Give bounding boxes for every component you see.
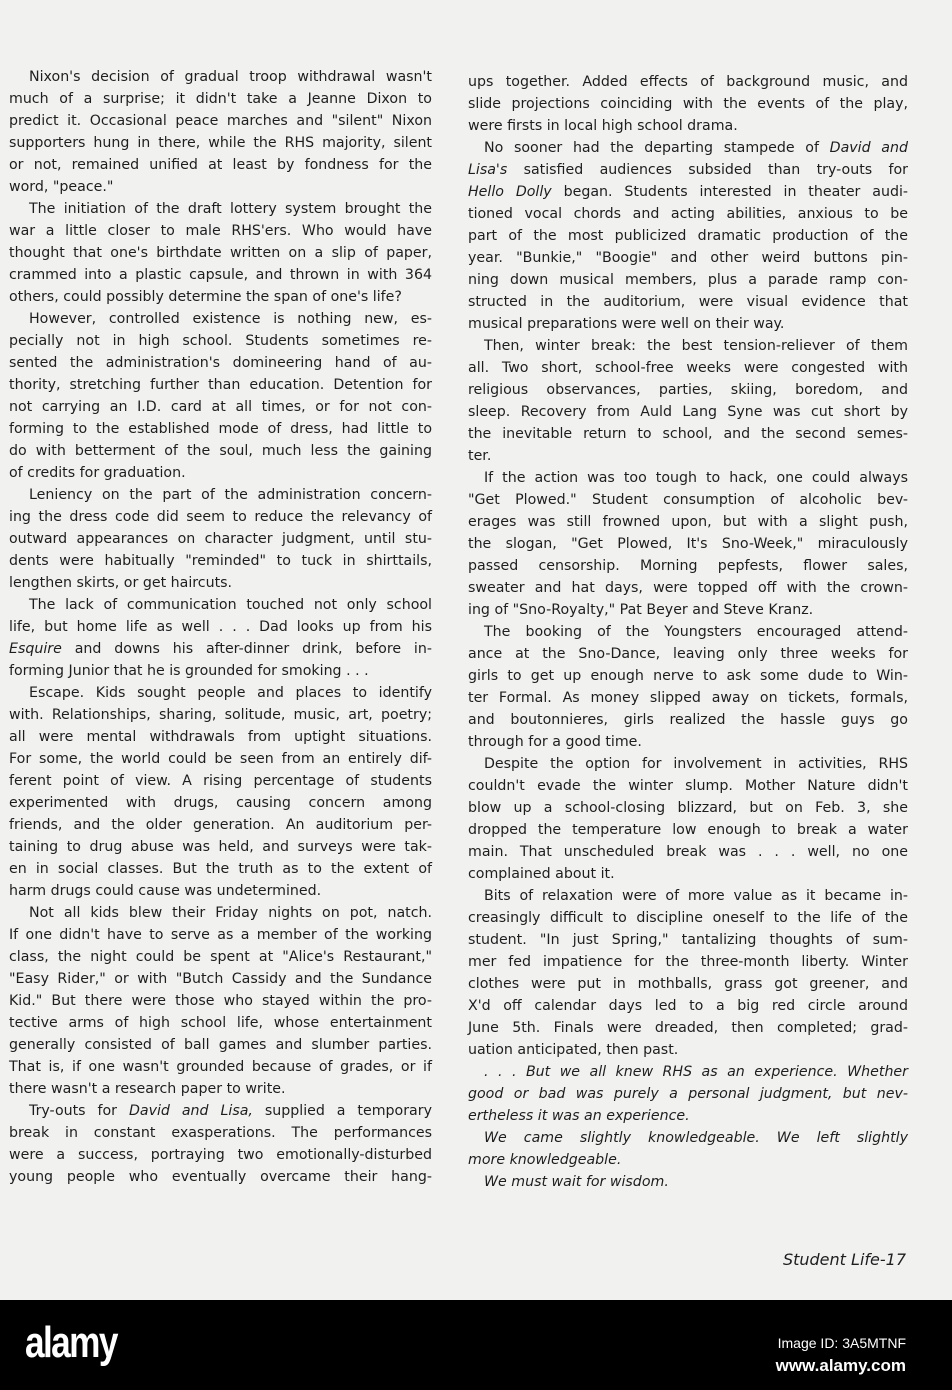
paragraph (9, 308, 432, 484)
text-line: No sooner had the departing stampede of David and (484, 140, 908, 156)
text-line: ter Formal. As money slipped away on tickets, formals, (468, 690, 908, 706)
text-line: en in social classes. But the truth as to the extent of (9, 861, 432, 877)
text-line: tioned vocal chords and acting abilities, anxious to be (468, 206, 908, 222)
text-line: forming Junior that he is grounded for smoking . . . (9, 663, 369, 679)
text-line: all were mental withdrawals from uptight situations. (9, 729, 432, 745)
text-line: taining to drug abuse was held, and surveys were tak- (9, 839, 432, 855)
article-column-left (9, 66, 432, 1188)
text-line: of credits for graduation. (9, 465, 186, 481)
text-line: with. Relationships, sharing, solitude, music, art, poetry; (9, 707, 432, 723)
text-line: Lisa's satisfied audiences subsided than try-outs for (468, 162, 908, 178)
paragraph (9, 1100, 432, 1188)
text-line: all. Two short, school-free weeks were congested with (468, 360, 908, 376)
italic-title: Esquire (9, 641, 62, 657)
paragraph (9, 484, 432, 594)
text-line: blow up a school-closing blizzard, but on Feb. 3, she (468, 800, 908, 816)
paragraph (468, 137, 908, 335)
text-line: . . . But we all knew RHS as an experience. Whether (484, 1064, 908, 1080)
text-line: young people who eventually overcame their hang- (9, 1169, 432, 1185)
paragraph (468, 885, 908, 1061)
text-line: pecially not in high school. Students sometimes re- (9, 333, 432, 349)
text-line: Bits of relaxation were of more value as it became in- (484, 888, 908, 904)
text-line: Hello Dolly began. Students interested in theater audi- (468, 184, 909, 200)
text-line: erages was still frowned upon, but with a slight push, (468, 514, 908, 530)
text-line: dents were habitually "reminded" to tuck in shirttails, (9, 553, 432, 569)
article-column-right (468, 71, 908, 1193)
text-line: musical preparations were well on their way. (468, 316, 785, 332)
text-line: X'd off calendar days led to a big red circle around (468, 998, 908, 1014)
text-line: "Get Plowed." Student consumption of alcoholic bev- (468, 492, 908, 508)
text-line: Not all kids blew their Friday nights on pot, natch. (29, 905, 432, 921)
watermark-url[interactable]: www.alamy.com (775, 1356, 906, 1375)
text-line: life, but home life as well . . . Dad looks up from his (9, 619, 432, 635)
paragraph (9, 902, 432, 1100)
page-folio: Student Life-17 (782, 1250, 906, 1269)
italic-title: Hello Dolly (468, 184, 552, 200)
image-id-label: Image ID: 3A5MTNF (777, 1335, 906, 1351)
text-line: generally consisted of ball games and slumber parties. (9, 1037, 432, 1053)
text-line: through for a good time. (468, 734, 642, 750)
text-line: part of the most publicized dramatic production of the (468, 228, 908, 244)
text-line: Escape. Kids sought people and places to identify (29, 685, 432, 701)
text-line: experimented with drugs, causing concern among (9, 795, 432, 811)
text-line: uation anticipated, then past. (468, 1042, 679, 1058)
paragraph (468, 621, 908, 753)
paragraph (9, 198, 432, 308)
text-line: tective arms of high school life, whose entertainment (9, 1015, 432, 1031)
text-line: structed in the auditorium, were visual evidence that (468, 294, 908, 310)
text-line: not carrying an I.D. card at all times, or for not con- (9, 399, 432, 415)
text-line: good or bad was purely a personal judgment, but nev- (468, 1086, 908, 1102)
paragraph (468, 1127, 908, 1171)
text-line: If the action was too tough to hack, one could always (484, 470, 908, 486)
paragraph (9, 682, 432, 902)
paragraph (468, 1061, 908, 1127)
text-line: main. That unscheduled break was . . . well, no one (468, 844, 908, 860)
text-line: couldn't evade the winter slump. Mother Nature didn't (468, 778, 908, 794)
text-line: For some, the world could be seen from an entirely dif- (9, 751, 432, 767)
text-line: sweater and hat days, were topped off with the crown- (468, 580, 908, 596)
text-line: student. "In just Spring," tantalizing thoughts of sum- (468, 932, 908, 948)
text-line: June 5th. Finals were dreaded, then completed; grad- (468, 1020, 908, 1036)
text-line: creasingly difficult to discipline oneself to the life of the (468, 910, 908, 926)
text-line: ter. (468, 448, 492, 464)
watermark-footer (0, 1300, 952, 1390)
text-line: break in constant exasperations. The performances (9, 1125, 432, 1141)
text-line: war a little closer to male RHS'ers. Who would have (9, 223, 432, 239)
paragraph (468, 1171, 908, 1193)
text-line: sleep. Recovery from Auld Lang Syne was cut short by (468, 404, 908, 420)
text-line: Nixon's decision of gradual troop withdrawal wasn't (29, 69, 432, 85)
text-line: outward appearances on character judgment, until stu- (9, 531, 432, 547)
alamy-logo: alamy (25, 1318, 117, 1367)
text-line: complained about it. (468, 866, 615, 882)
text-line: The initiation of the draft lottery system brought the (29, 201, 432, 217)
text-line: class, the night could be spent at "Alice's Restaurant," (9, 949, 432, 965)
paragraph (9, 594, 432, 682)
text-line: and boutonnieres, girls realized the hassle guys go (468, 712, 908, 728)
text-line: much of a surprise; it didn't take a Jeanne Dixon to (9, 91, 432, 107)
text-line: thority, stretching further than education. Detention for (9, 377, 432, 393)
text-line: religious observances, parties, skiing, boredom, and (468, 382, 908, 398)
text-line: word, "peace." (9, 179, 114, 195)
text-line: more knowledgeable. (468, 1152, 622, 1168)
italic-title: David and Lisa, (128, 1103, 253, 1119)
text-line: sented the administration's domineering hand of au- (9, 355, 432, 371)
text-line: We came slightly knowledgeable. We left slightly (484, 1130, 908, 1146)
text-line: However, controlled existence is nothing new, es- (29, 311, 432, 327)
text-line: Then, winter break: the best tension-reliever of them (484, 338, 908, 354)
text-line: girls to get up enough nerve to ask some dude to Win- (468, 668, 908, 684)
paragraph (468, 335, 908, 467)
text-line: harm drugs could cause was undetermined. (9, 883, 322, 899)
text-line: predict it. Occasional peace marches and "silent" Nixon (9, 113, 432, 129)
text-line: ing the dress code did seem to reduce the relevancy of (9, 509, 432, 525)
text-line: We must wait for wisdom. (484, 1174, 669, 1190)
text-line: The booking of the Youngsters encouraged attend- (484, 624, 908, 640)
text-line: forming to the established mode of dress, had little to (9, 421, 432, 437)
text-line: were firsts in local high school drama. (468, 118, 738, 134)
text-line: friends, and the older generation. An auditorium per- (9, 817, 432, 833)
text-line: Kid." But there were those who stayed within the pro- (9, 993, 432, 1009)
text-line: or not, remained unified at least by fondness for the (9, 157, 432, 173)
text-line: That is, if one wasn't grounded because of grades, or if (9, 1059, 432, 1075)
text-line: the slogan, "Get Plowed, It's Sno-Week," miraculously (468, 536, 908, 552)
text-line: Leniency on the part of the administration concern- (29, 487, 432, 503)
text-line: ing of "Sno-Royalty," Pat Beyer and Steve Kranz. (468, 602, 814, 618)
text-line: supporters hung in there, while the RHS majority, silent (9, 135, 432, 151)
paragraph (468, 753, 908, 885)
text-line: Esquire and downs his after-dinner drink, before in- (9, 641, 432, 657)
text-line: year. "Bunkie," "Boogie" and other weird buttons pin- (468, 250, 908, 266)
text-line: If one didn't have to serve as a member of the working (9, 927, 432, 943)
text-line: crammed into a plastic capsule, and thrown in with 364 (9, 267, 432, 283)
text-line: do with betterment of the soul, much less the gaining (9, 443, 432, 459)
text-line: dropped the temperature low enough to break a water (468, 822, 908, 838)
text-line: slide projections coinciding with the events of the play, (468, 96, 908, 112)
text-line: there wasn't a research paper to write. (9, 1081, 286, 1097)
italic-title: Lisa's (468, 162, 508, 178)
text-line: ferent point of view. A rising percentage of students (9, 773, 432, 789)
text-line: thought that one's birthdate written on a slip of paper, (9, 245, 432, 261)
text-line: others, could possibly determine the span of one's life? (9, 289, 402, 305)
text-line: ups together. Added effects of background music, and (468, 74, 908, 90)
italic-title: David and (829, 140, 908, 156)
text-line: lengthen skirts, or get haircuts. (9, 575, 233, 591)
text-line: "Easy Rider," or with "Butch Cassidy and the Sundance (9, 971, 432, 987)
text-line: ertheless it was an experience. (468, 1108, 690, 1124)
text-line: passed censorship. Morning pepfests, flower sales, (468, 558, 908, 574)
text-line: ning down musical members, plus a parade ramp con- (468, 272, 908, 288)
paragraph (468, 71, 908, 137)
text-line: the inevitable return to school, and the second semes- (468, 426, 908, 442)
text-line: were a success, portraying two emotionally-disturbed (9, 1147, 432, 1163)
text-line: Despite the option for involvement in activities, RHS (484, 756, 908, 772)
text-line: The lack of communication touched not only school (29, 597, 432, 613)
text-line: ance at the Sno-Dance, leaving only three weeks for (468, 646, 908, 662)
paragraph (9, 66, 432, 198)
text-line: clothes were put in mothballs, grass got greener, and (468, 976, 908, 992)
paragraph (468, 467, 908, 621)
text-line: Try-outs for David and Lisa, supplied a temporary (29, 1103, 432, 1119)
text-line: mer fed impatience for the three-month liberty. Winter (468, 954, 908, 970)
